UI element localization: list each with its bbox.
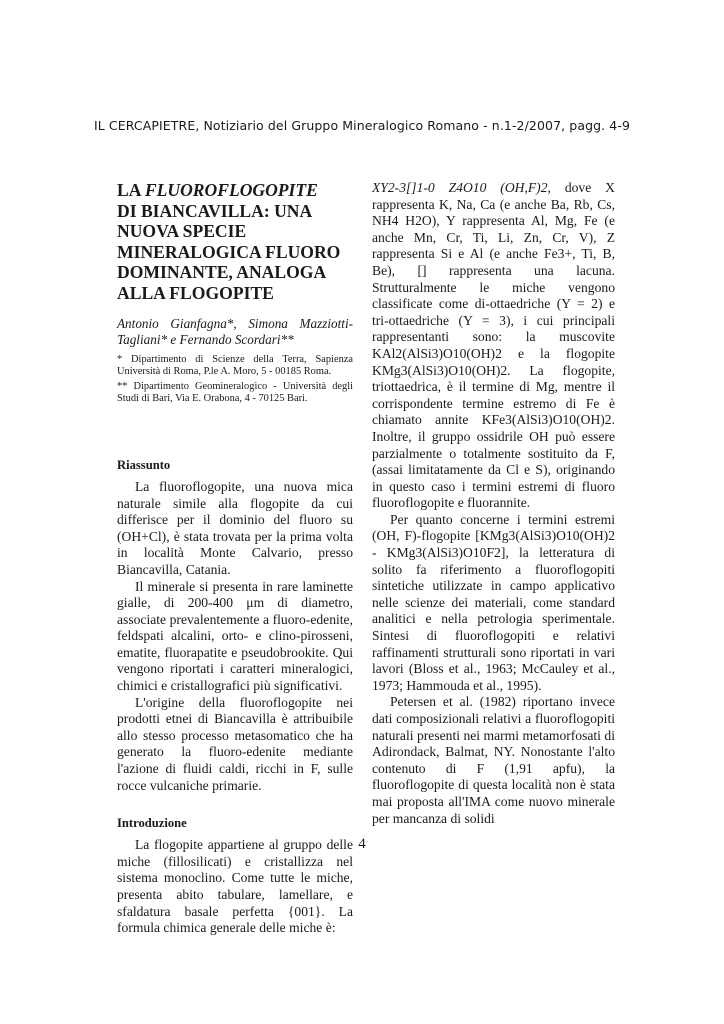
intro-paragraph-3: Petersen et al. (1982) riportano invece dati composizionali relativi a fluoroflogopiti naturali presenti nei marmi metamorfosati di Adirondack, Balmat, NY. Nonostante l'alto contenuto di F (1,91 apfu), la fluoroflogopite di questa località non è stata mai proposta all'IMA come nuovo minerale per mancanza di solidi (372, 694, 615, 826)
right-column (372, 180, 615, 827)
introduzione-heading: Introduzione (117, 816, 187, 831)
intro-paragraph-start: La flogopite appartiene al gruppo delle miche (fillosilicati) e cristallizza nel sistema monoclino. Come tutte le miche, presenta abito tabulare, lamellare, e sfaldatura basale perfetta {001}. La formula chimica generale delle miche è: (117, 837, 353, 936)
affiliation-2: ** Dipartimento Geomineralogico - Università degli Studi di Bari, Via E. Orabona, 4 - 70125 Bari. (117, 380, 353, 405)
intro-paragraph-continued (372, 180, 615, 512)
intro-paragraph-cont-text: , dove X rappresenta K, Na, Ca (e anche Ba, Rb, Cs, NH4 H2O), Y rappresenta Al, Mg, Fe (e anche Mn, Cr, Ti, Li, Zn, Cr, V), Z rappresenta Si e Al (e anche Fe3+, Ti, B, Be), [] rappresenta una lacuna. Strutturalmente le miche vengono classificate come di-ottaedriche (Y = 2) e tri-ottaedriche (Y = 3), i cui principali rappresentanti sono: la muscovite KAl2(AlSi3)O10(OH)2 e la flogopite KMg3(AlSi3)O10(OH)2. La flogopite, triottaedrica, è il termine di Mg, mentre il corrispondente termine estremo di Fe è chiamato annite KFe3(AlSi3)O10(OH)2. Inoltre, il gruppo ossidrile OH può essere parzialmente o totalmente sostituito da F, (assai limitatamente da Cl e S), originando in questo caso i termini estremi di fluoro fluoroflogopite e fluorannite. (372, 180, 615, 511)
riassunto-paragraph: L'origine della fluoroflogopite nei prodotti etnei di Biancavilla è attribuibile allo stesso processo metasomatico che ha generato la fluoro-edenite mediante l'azione di fluidi caldi, ricchi in F, sulle rocce vulcaniche primarie. (117, 694, 353, 793)
riassunto-paragraph: La fluoroflogopite, una nuova mica naturale simile alla flogopite da cui differisce per il dominio del fluoro su (OH+Cl), è stata trovata per la prima volta in località Monte Calvario, presso Biancavilla, Catania. (117, 478, 353, 577)
article-title (117, 180, 353, 304)
page-number: 4 (358, 836, 366, 852)
general-formula: XY2-3[]1-0 Z4O10 (OH,F)2 (372, 180, 548, 195)
affiliation-1: * Dipartimento di Scienze della Terra, Sapienza Università di Roma, P.le A. Moro, 5 - 00185 Roma. (117, 353, 353, 378)
riassunto-heading: Riassunto (117, 457, 171, 472)
riassunto-paragraph: Il minerale si presenta in rare laminette gialle, di 200-400 μm di diametro, associate prevalentemente a fluoro-edenite, feldspati alcalini, orto- e clino-pirosseni, ematite, fluorapatite e pseudobrookite. Qui vengono riportati i caratteri mineralogici, chimici e cristallografici più significativi. (117, 578, 353, 694)
title-rest: DI BIANCAVILLA: UNA NUOVA SPECIE MINERALOGICA FLUORO DOMINANTE, ANALOGA ALLA FLOGOPITE (117, 200, 341, 303)
title-prefix: LA (117, 180, 145, 200)
left-column (117, 180, 353, 937)
intro-paragraph-2: Per quanto concerne i termini estremi (OH, F)-flogopite [KMg3(AlSi3)O10(OH)2 - KMg3(AlSi3)O10F2], la letteratura di solito fa riferimento a fluoroflogopiti sintetiche utilizzate in campo applicativo nelle scienze dei materiali, come standard analitici e nella petrologia sperimentale. Sintesi di fluoroflogopiti e relativi raffinamenti strutturali sono riportati in vari lavori (Bloss et al., 1963; McCauley et al., 1973; Hammouda et al., 1995). (372, 511, 615, 693)
running-header: IL CERCAPIETRE, Notiziario del Gruppo Mineralogico Romano - n.1-2/2007, pagg. 4-9 (93, 118, 631, 133)
title-italic: FLUOROFLOGOPITE (144, 180, 318, 200)
authors: Antonio Gianfagna*, Simona Mazziotti-Tagliani* e Fernando Scordari** (117, 315, 353, 347)
